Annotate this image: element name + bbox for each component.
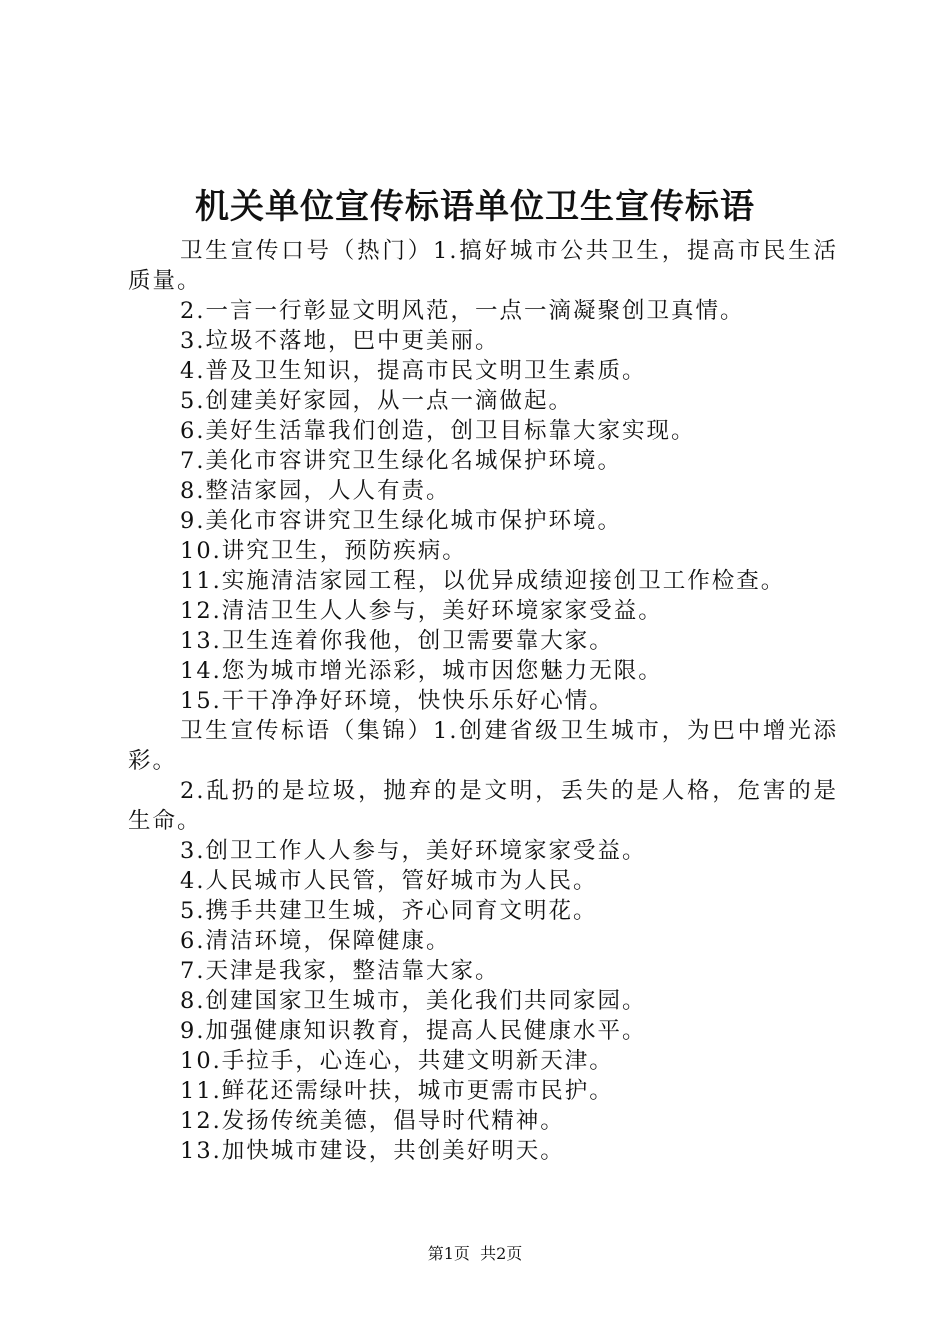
- paragraph: 9.美化市容讲究卫生绿化城市保护环境。: [180, 508, 622, 534]
- paragraph: 11.实施清洁家园工程，以优异成绩迎接创卫工作检查。: [180, 568, 786, 594]
- paragraph: 2.乱扔的是垃圾，抛弃的是文明，丢失的是人格，危害的是生命。: [128, 778, 838, 834]
- paragraph: 卫生宣传标语（集锦）1.创建省级卫生城市，为巴中增光添彩。: [128, 718, 838, 774]
- paragraph: 7.美化市容讲究卫生绿化名城保护环境。: [180, 448, 622, 474]
- paragraph: 4.人民城市人民管，管好城市为人民。: [180, 868, 598, 894]
- paragraph: 8.创建国家卫生城市，美化我们共同家园。: [180, 988, 647, 1014]
- paragraph: 8.整洁家园，人人有责。: [180, 478, 451, 504]
- paragraph: 14.您为城市增光添彩，城市因您魅力无限。: [180, 658, 663, 684]
- paragraph: 13.加快城市建设，共创美好明天。: [180, 1138, 565, 1164]
- paragraph: 12.清洁卫生人人参与，美好环境家家受益。: [180, 598, 663, 624]
- paragraph: 9.加强健康知识教育，提高人民健康水平。: [180, 1018, 647, 1044]
- paragraph: 12.发扬传统美德，倡导时代精神。: [180, 1108, 565, 1134]
- paragraph: 13.卫生连着你我他，创卫需要靠大家。: [180, 628, 614, 654]
- paragraph: 3.垃圾不落地，巴中更美丽。: [180, 328, 500, 354]
- paragraph: 6.清洁环境，保障健康。: [180, 928, 451, 954]
- paragraph: 10.手拉手，心连心，共建文明新天津。: [180, 1048, 614, 1074]
- paragraph: 3.创卫工作人人参与，美好环境家家受益。: [180, 838, 647, 864]
- paragraph: 卫生宣传口号（热门）1.搞好城市公共卫生，提高市民生活质量。: [128, 238, 838, 294]
- document-title: 机关单位宣传标语单位卫生宣传标语: [195, 187, 755, 227]
- paragraph: 4.普及卫生知识，提高市民文明卫生素质。: [180, 358, 647, 384]
- paragraph: 7.天津是我家，整洁靠大家。: [180, 958, 500, 984]
- paragraph: 5.创建美好家园，从一点一滴做起。: [180, 388, 573, 414]
- paragraph: 10.讲究卫生，预防疾病。: [180, 538, 467, 564]
- paragraph: 5.携手共建卫生城，齐心同育文明花。: [180, 898, 598, 924]
- page-number-footer: 第1页 共2页: [427, 1244, 523, 1263]
- paragraph: 2.一言一行彰显文明风范，一点一滴凝聚创卫真情。: [180, 298, 745, 324]
- paragraph: 15.干干净净好环境，快快乐乐好心情。: [180, 688, 614, 714]
- document-body: [128, 236, 838, 1166]
- paragraph: 6.美好生活靠我们创造，创卫目标靠大家实现。: [180, 418, 696, 444]
- paragraph: 11.鲜花还需绿叶扶，城市更需市民护。: [180, 1078, 614, 1104]
